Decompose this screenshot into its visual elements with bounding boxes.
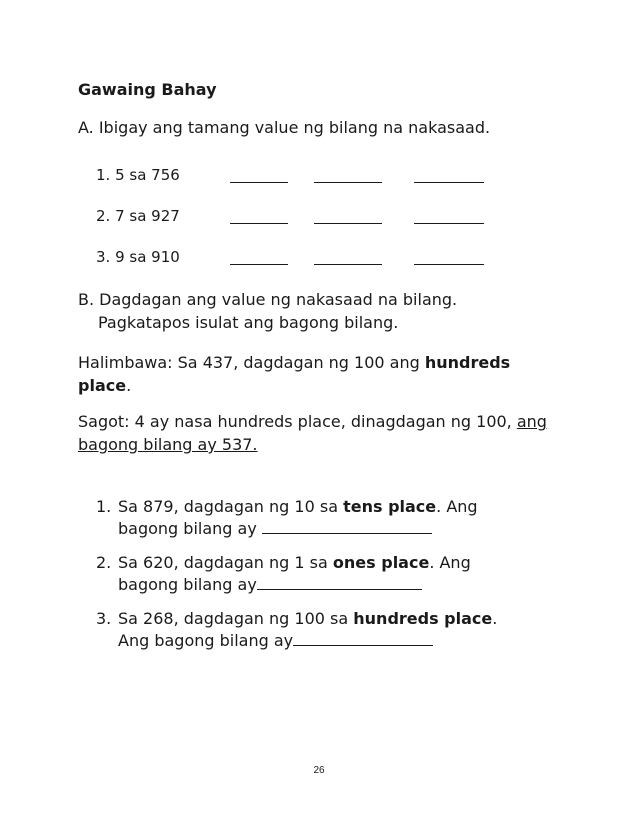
instruction-line-1: B. Dagdagan ang value ng nakasaad na bilang.	[78, 290, 458, 309]
question-number: 3.	[96, 609, 112, 628]
answer-blank	[314, 166, 382, 183]
instruction-line-2: Pagkatapos isulat ang bagong bilang.	[98, 313, 399, 332]
question-bold: tens place	[343, 497, 437, 516]
answer-line	[262, 519, 432, 534]
question-number: 2.	[96, 553, 112, 572]
question-2	[96, 552, 516, 596]
question-text: Sa 268, dagdagan ng 100 sa	[118, 609, 354, 628]
answer-blank	[414, 207, 484, 224]
answer-blank	[414, 248, 484, 265]
answer-blank	[230, 166, 288, 183]
question-text-post: . Ang bagong bilang ay	[118, 553, 471, 594]
answer-underlined: ang bagong bilang ay 537.	[78, 412, 547, 454]
question-text-post: . Ang bagong bilang ay	[118, 497, 478, 538]
example-paragraph	[78, 351, 548, 397]
question-text: Sa 879, dagdagan ng 10 sa	[118, 497, 344, 516]
answer-line	[293, 631, 433, 646]
item-label: 1. 5 sa 756	[96, 166, 180, 184]
question-1	[96, 496, 516, 540]
question-number: 1.	[96, 497, 112, 516]
question-text: Sa 620, dagdagan ng 1 sa	[118, 553, 333, 572]
section-a-instruction: A. Ibigay ang tamang value ng bilang na nakasaad.	[78, 118, 491, 137]
page-number: 26	[313, 765, 325, 776]
example-prefix: Halimbawa: Sa 437, dagdagan ng 100 ang	[78, 353, 425, 372]
answer-prefix: Sagot: 4 ay nasa hundreds place, dinagdagan ng 100,	[78, 412, 517, 431]
answer-blank	[314, 207, 382, 224]
question-bold: hundreds place	[353, 609, 493, 628]
answer-blank	[230, 248, 288, 265]
answer-blank	[414, 166, 484, 183]
example-bold: hundreds place	[78, 353, 511, 395]
example-suffix: .	[126, 376, 132, 395]
answer-line	[257, 575, 422, 590]
question-text-post: . Ang bagong bilang ay	[118, 609, 498, 650]
question-bold: ones place	[332, 553, 430, 572]
answer-blank	[230, 207, 288, 224]
answer-blank	[314, 248, 382, 265]
page-title: Gawaing Bahay	[78, 80, 217, 99]
item-label: 2. 7 sa 927	[96, 207, 180, 225]
item-label: 3. 9 sa 910	[96, 248, 180, 266]
section-b-instruction	[78, 288, 548, 334]
question-3	[96, 608, 516, 652]
answer-paragraph	[78, 410, 548, 456]
